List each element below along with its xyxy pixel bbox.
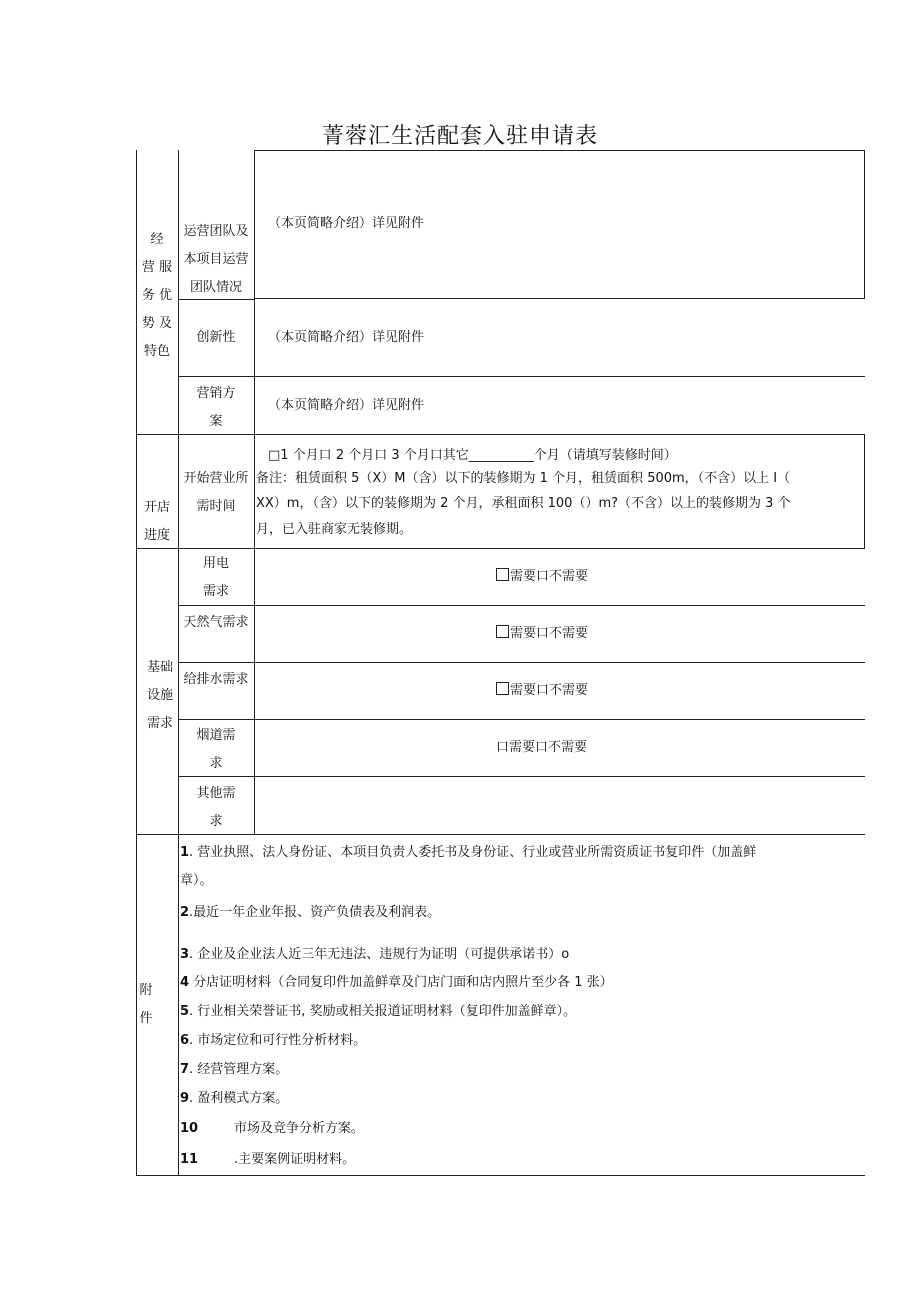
marketing-label: 营销方 案 xyxy=(196,386,236,429)
attach-category: 附 件 xyxy=(139,983,153,1026)
water-label: 给排水需求 xyxy=(183,672,249,687)
attach-item-1: 1. 营业执照、法人身份证、本项目负责人委托书及身份证、行业或营业所需资质证书复印件（加盖鲜 xyxy=(180,845,757,860)
attach-item-4: 4 分店证明材料（合同复印件加盖鲜章及门店门面和店内照片至少各 1 张） xyxy=(180,975,613,990)
attach-item-6: 6. 市场定位和可行性分析材料。 xyxy=(180,1033,367,1048)
other-needs-label: 其他需 求 xyxy=(196,786,236,829)
opening-options: □1 个月口 2 个月口 3 个月口其它__________个月（请填写装修时间） xyxy=(268,448,677,463)
attach-item-9: 9. 盈利模式方案。 xyxy=(180,1091,289,1106)
attach-item-10: 10 市场及竞争分析方案。 xyxy=(180,1121,365,1136)
need-checkbox[interactable] xyxy=(496,568,509,581)
attach-item-11: 11 .主要案例证明材料。 xyxy=(180,1152,356,1167)
attach-item-3: 3. 企业及企业法人近三年无违法、违规行为证明（可提供承诺书）o xyxy=(180,947,570,962)
attach-item-2: 2.最近一年企业年报、资产负债表及利润表。 xyxy=(180,905,441,920)
innovation-label: 创新性 xyxy=(196,330,236,345)
attach-item-5: 5. 行业相关荣誉证书, 奖励或相关报道证明材料（复印件加盖鲜章）。 xyxy=(180,1004,577,1019)
opening-note-3: 月，已入驻商家无装修期。 xyxy=(256,522,413,537)
attach-item-1-cont: 章）。 xyxy=(180,873,213,888)
opening-note-2: XX）m，（含）以下的装修期为 2 个月，承租面积 100（）m?（不含）以上的装修期为 3 个 xyxy=(256,496,791,511)
opening-note-1: 备注：租赁面积 5（X）M（含）以下的装修期为 1 个月，租赁面积 500m，（不含）以上 I（ xyxy=(256,471,791,486)
flue-options[interactable]: 口需要口不需要 xyxy=(496,740,588,755)
innovation-content: （本页简略介绍）详见附件 xyxy=(268,330,425,345)
infra-category: 基础 设施 需求 xyxy=(146,660,173,731)
marketing-content: （本页简略介绍）详见附件 xyxy=(268,398,425,413)
team-content: （本页简略介绍）详见附件 xyxy=(268,216,425,231)
flue-label: 烟道需 求 xyxy=(196,728,236,771)
water-options: 需要口不需要 xyxy=(496,681,588,701)
opening-category: 开店 进度 xyxy=(143,500,170,543)
page-title: 菁蓉汇生活配套入驻申请表 xyxy=(321,124,598,149)
business-category: 经 营 服 务 优 势 及 特色 xyxy=(141,232,173,359)
electricity-label: 用电 需求 xyxy=(202,556,229,599)
need-checkbox[interactable] xyxy=(496,625,509,638)
gas-options: 需要口不需要 xyxy=(496,624,588,644)
opening-label: 开始营业所 需时间 xyxy=(183,471,249,514)
attach-item-7: 7. 经营管理方案。 xyxy=(180,1062,289,1077)
gas-label: 天然气需求 xyxy=(183,615,249,630)
team-label: 运营团队及 本项目运营 团队情况 xyxy=(183,224,249,295)
electricity-options: 需要口不需要 xyxy=(496,567,588,587)
need-checkbox[interactable] xyxy=(496,682,509,695)
